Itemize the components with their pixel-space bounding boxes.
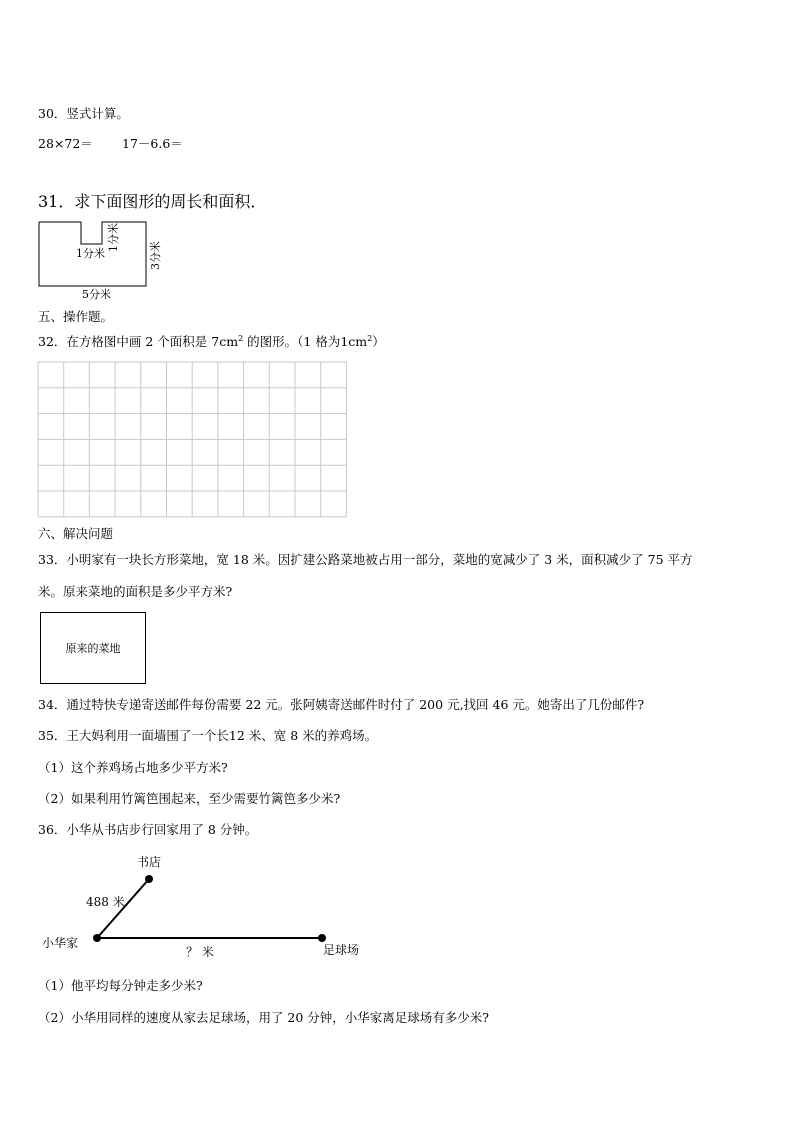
section-6-title: 六、解决问题 bbox=[38, 526, 114, 541]
q31-label-width: 5分米 bbox=[82, 288, 111, 301]
q31-label-notch-width: 1分米 bbox=[76, 247, 105, 260]
q36-label-field: 足球场 bbox=[323, 943, 360, 957]
section-5-title: 五、操作题。 bbox=[38, 309, 114, 324]
q30-expression-2: 17－6.6＝ bbox=[122, 136, 183, 151]
q36-sub-2: （2）小华用同样的速度从家去足球场，用了 20 分钟，小华家离足球场有多少米? bbox=[38, 1010, 490, 1025]
q36-point-home bbox=[93, 934, 101, 942]
q36-text: 36．小华从书店步行回家用了 8 分钟。 bbox=[38, 822, 258, 837]
q36-label-home: 小华家 bbox=[42, 936, 79, 950]
q36-label-distance-2: ？ 米 bbox=[186, 945, 214, 959]
q33-field-label: 原来的菜地 bbox=[65, 642, 121, 655]
q36-point-field bbox=[318, 934, 326, 942]
q35-text: 35．王大妈利用一面墙围了一个长12 米、宽 8 米的养鸡场。 bbox=[38, 728, 378, 743]
q33-line-2: 米。原来菜地的面积是多少平方米? bbox=[38, 584, 233, 599]
q31-label-notch-depth: 1分米 bbox=[107, 223, 120, 252]
q30-title: 30．竖式计算。 bbox=[38, 106, 129, 121]
q35-sub-2: （2）如果利用竹篱笆围起来，至少需要竹篱笆多少米? bbox=[38, 791, 341, 806]
q36-label-distance-1: 488 米 bbox=[86, 895, 125, 909]
q33-line-1: 33．小明家有一块长方形菜地，宽 18 米。因扩建公路菜地被占用一部分，菜地的宽减少了 3 米，面积减少了 75 平方 bbox=[38, 552, 693, 567]
q34-text: 34．通过特快专递寄送邮件每份需要 22 元。张阿姨寄送邮件时付了 200 元,找回 46 元。她寄出了几份邮件? bbox=[38, 697, 645, 712]
q31-title: 31．求下面图形的周长和面积． bbox=[38, 192, 267, 211]
q36-label-bookstore: 书店 bbox=[137, 855, 162, 869]
q31-label-height: 3分米 bbox=[149, 241, 162, 270]
q30-expression-1: 28×72＝ bbox=[38, 136, 93, 151]
q32-text: 32．在方格图中画 2 个面积是 $7cm^2$ 的图形。（1 格为$1cm^2$） bbox=[38, 333, 385, 349]
q36-point-bookstore bbox=[145, 875, 153, 883]
q35-sub-1: （1）这个养鸡场占地多少平方米? bbox=[38, 760, 228, 775]
q36-sub-1: （1）他平均每分钟走多少米? bbox=[38, 978, 203, 993]
